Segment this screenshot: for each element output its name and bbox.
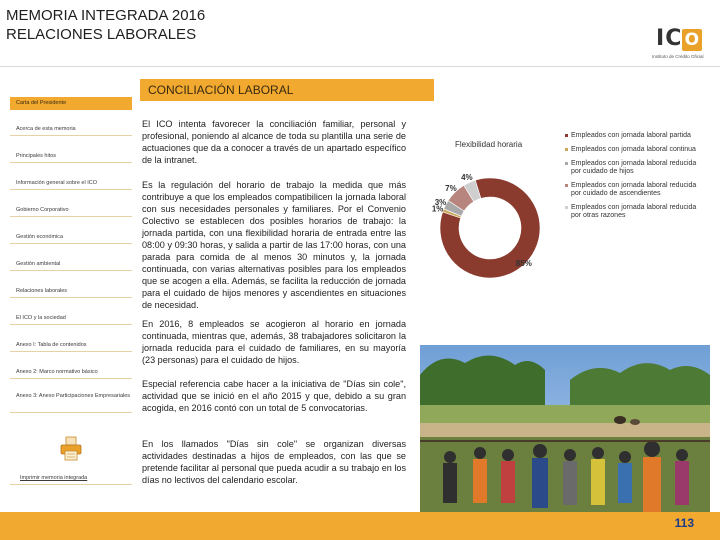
ico-logo bbox=[650, 22, 712, 64]
legend-swatch bbox=[565, 184, 568, 187]
flexibilidad-chart bbox=[431, 120, 710, 320]
paragraph-2016: En 2016, 8 empleados se acogieron al horario en jornada continuada, mientras que, además, 38 trabajadores solicitaron la jornada reducida para el cuidado de familiares, en su mayoría (23 personas) para el cuidado de hijos. bbox=[142, 319, 406, 365]
sidebar-item-anexo-3[interactable]: Anexo 3: Anexo Participaciones Empresariales bbox=[10, 391, 132, 413]
sidebar-item-gestion-economica[interactable]: Gestión económica bbox=[10, 231, 132, 244]
page-title bbox=[6, 6, 205, 44]
legend-item bbox=[565, 182, 700, 198]
sidebar-item-principales-hitos[interactable]: Principales hitos bbox=[10, 150, 132, 163]
title-line-2: RELACIONES LABORALES bbox=[6, 26, 197, 43]
donut-label-0: 85% bbox=[515, 258, 532, 268]
footer-bar bbox=[0, 512, 720, 540]
legend-swatch bbox=[565, 206, 568, 209]
legend-item bbox=[565, 132, 700, 140]
paragraph-horario: Es la regulación del horario de trabajo la medida que más contribuye a que los empleados compatibilicen la jornada laboral con sus necesidades personales y familiares. Por el Convenio Colectivo se establecen dos posibles horarios de trabajo: la jornada partida, con una flexibilidad horaria de entrada entre las 08:00 y 09:30 horas, y salida a partir de las 17:00 horas, con una parada para comida de al menos 30 minutos y, la jornada continuada, con varias alternativas posibles para los empleados que se acogen a ella. Además, se facilita la reducción de jornada para el cuidado de hijos menores y ascendientes en situaciones de necesidad. bbox=[142, 180, 406, 310]
chart-legend bbox=[565, 132, 700, 226]
donut-label-3: 7% bbox=[445, 183, 457, 193]
legend-swatch bbox=[565, 162, 568, 165]
legend-swatch bbox=[565, 134, 568, 137]
sidebar-item-informacion-general[interactable]: Información general sobre el ICO bbox=[10, 177, 132, 190]
printer-icon[interactable] bbox=[60, 436, 82, 462]
legend-label: Empleados con jornada laboral reducida por otras razones bbox=[571, 204, 697, 219]
legend-label: Empleados con jornada laboral continua bbox=[571, 146, 696, 153]
sidebar-item-anexo-1[interactable]: Anexo I: Tabla de contenidos bbox=[10, 339, 132, 352]
donut-label-2: 3% bbox=[434, 197, 447, 207]
legend-item bbox=[565, 146, 700, 154]
donut-label-4: 4% bbox=[461, 172, 473, 182]
donut-label-1: 1% bbox=[431, 204, 444, 214]
section-title: CONCILIACIÓN LABORAL bbox=[140, 79, 434, 101]
donut-chart bbox=[431, 160, 560, 320]
legend-item bbox=[565, 160, 700, 176]
sidebar-item-relaciones-laborales[interactable]: Relaciones laborales bbox=[10, 285, 132, 298]
paragraph-dias-sin-cole: Especial referencia cabe hacer a la iniciativa de "Días sin cole", actividad que se inició en el año 2015 y que, debido a su gran acogida, en 2016 contó con un total de 5 convocatorias. bbox=[142, 379, 406, 413]
sidebar-item-acerca-memoria[interactable]: Acerca de esta memoria bbox=[10, 123, 132, 136]
header-divider bbox=[0, 66, 720, 67]
legend-item bbox=[565, 204, 700, 220]
legend-swatch bbox=[565, 148, 568, 151]
sidebar-item-gobierno-corporativo[interactable]: Gobierno Corporativo bbox=[10, 204, 132, 217]
sidebar-item-carta-presidente[interactable]: Carta del Presidente bbox=[10, 97, 132, 110]
page-number: 113 bbox=[674, 516, 694, 530]
legend-label: Empleados con jornada laboral reducida por cuidado de hijos bbox=[571, 160, 697, 175]
sidebar-item-anexo-2[interactable]: Anexo 2: Marco normativo básico bbox=[10, 366, 132, 379]
logo-mark: IC O bbox=[656, 26, 702, 51]
legend-label: Empleados con jornada laboral partida bbox=[571, 132, 691, 139]
print-report-link[interactable] bbox=[10, 472, 132, 485]
print-report-link-text[interactable]: Imprimir memoria integrada bbox=[20, 475, 88, 481]
activity-photo bbox=[420, 345, 710, 513]
paragraph-intro: El ICO intenta favorecer la conciliación familiar, personal y profesional, poniendo al alcance de toda su plantilla una serie de actuaciones que da a conocer a través de un apartado específico de la intranet. bbox=[142, 119, 406, 165]
legend-label: Empleados con jornada laboral reducida por cuidado de ascendientes bbox=[571, 182, 697, 197]
paragraph-actividades: En los llamados "Días sin cole" se organizan diversas actividades destinadas a hijos de empleados, con las que se pretende facilitar al personal que pueda acudir a su trabajo en los días no lectivos del calendario escolar. bbox=[142, 439, 406, 485]
chart-title: Flexibilidad horaria bbox=[455, 140, 523, 149]
title-line-1: MEMORIA INTEGRADA 2016 bbox=[6, 7, 206, 24]
sidebar-item-gestion-ambiental[interactable]: Gestión ambiental bbox=[10, 258, 132, 271]
logo-subtitle: Instituto de Crédito Oficial bbox=[652, 54, 704, 59]
sidebar-item-ico-sociedad[interactable]: El ICO y la sociedad bbox=[10, 312, 132, 325]
